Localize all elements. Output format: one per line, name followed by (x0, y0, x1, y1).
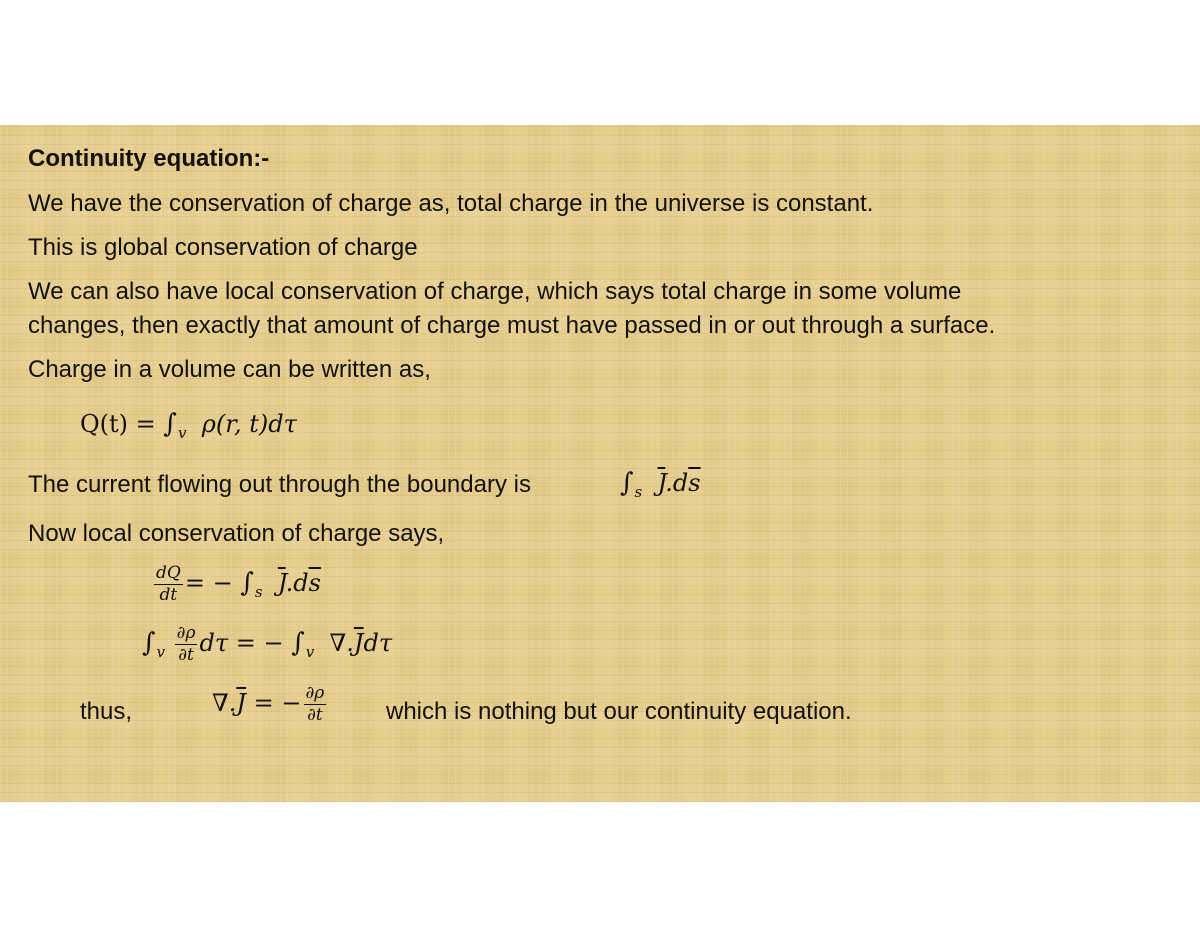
text-line-local-a: We can also have local conservation of charge, which says total charge in some volume (28, 278, 962, 305)
text-thus: thus, (80, 698, 133, 725)
differential-d: d (672, 469, 689, 497)
current-density-vector: $\overline{J}$ (353, 629, 364, 657)
eq2-subscript: s (254, 583, 263, 601)
dot-operator: . (665, 469, 673, 497)
integral-sign: ∫ (620, 468, 634, 498)
fraction-denominator: ∂t (307, 705, 323, 725)
fraction-denominator: dt (159, 585, 178, 605)
eq1-subscript: v (177, 424, 187, 442)
fraction-denominator: ∂t (178, 645, 194, 665)
text-line-local-b: changes, then exactly that amount of charge must have passed in or out through a surface. (28, 312, 996, 339)
equation-continuity (212, 685, 328, 724)
text-line-current: The current flowing out through the boundary is (28, 471, 531, 498)
eq1-lhs: Q(t) = (80, 410, 164, 438)
eq3-middle: dτ = − (199, 629, 292, 657)
eq3-subscript-left: v (156, 643, 166, 661)
text-line-local-says: Now local conservation of charge says, (28, 520, 445, 547)
surface-vector: $\overline{s}$ (308, 569, 321, 597)
integral-sign: ∫ (291, 628, 305, 658)
text-line-global: This is global conservation of charge (28, 234, 418, 261)
differential-d: d (293, 569, 309, 597)
boundary-subscript: s (634, 483, 643, 501)
text-continuity-conclusion: which is nothing but our continuity equation. (386, 698, 852, 725)
fraction-drho-dt (304, 685, 327, 724)
integral-sign: ∫ (240, 568, 254, 598)
slide-background (0, 125, 1200, 802)
fraction-dq-dt (154, 565, 183, 604)
integral-sign: ∫ (142, 628, 156, 658)
equation-charge-integral (80, 409, 297, 442)
text-line-charge-volume: Charge in a volume can be written as, (28, 356, 431, 383)
slide-title: Continuity equation:- (28, 145, 270, 172)
eq2-equals: = − (184, 569, 241, 597)
dot-operator: . (285, 569, 294, 597)
fraction-numerator: ∂ρ (305, 683, 325, 703)
integral-sign: ∫ (163, 409, 177, 439)
eq3-subscript-right: v (305, 643, 315, 661)
fraction-numerator: ∂ρ (176, 623, 196, 643)
surface-vector: $\overline{s}$ (688, 469, 701, 497)
current-density-vector: $\overline{J}$ (657, 469, 666, 497)
fraction-drho-dt (175, 625, 198, 664)
current-density-vector: $\overline{J}$ (277, 569, 286, 597)
eq3-end: dτ (363, 629, 393, 657)
eq1-rhs: ρ(r, t)dτ (201, 410, 297, 438)
nabla-operator: ∇. (329, 629, 354, 657)
equation-volume-integral (142, 625, 392, 664)
equation-boundary-current (620, 468, 701, 501)
nabla-operator: ∇. (212, 689, 237, 717)
current-density-vector: $\overline{J}$ (236, 689, 247, 717)
equation-charge-rate (152, 565, 321, 604)
fraction-numerator: dQ (156, 563, 181, 583)
text-line-universe: We have the conservation of charge as, total charge in the universe is constant. (28, 190, 874, 217)
eq4-equals: = − (246, 689, 302, 717)
